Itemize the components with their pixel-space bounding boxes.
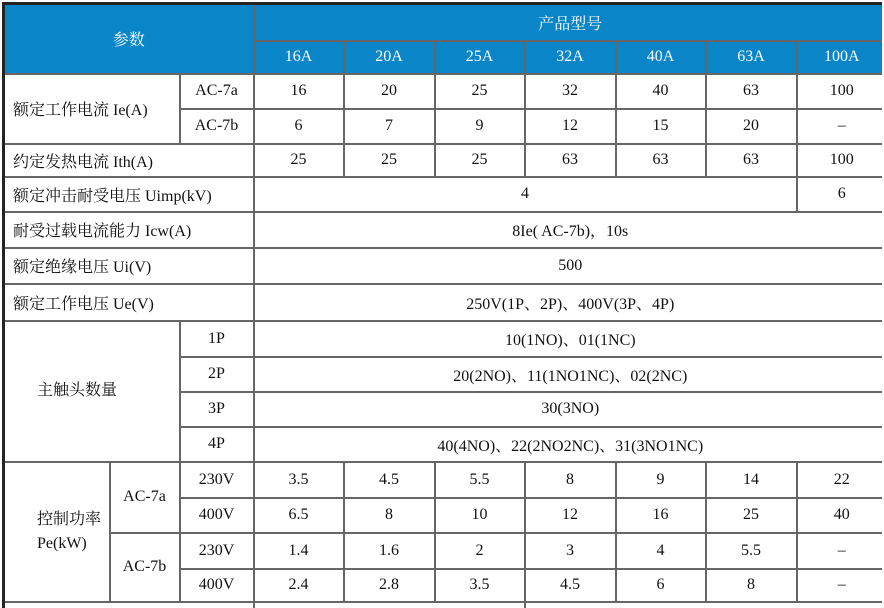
value-cell: 25 bbox=[254, 144, 344, 177]
value-cell: 6 bbox=[254, 109, 344, 144]
value-cell: 22 bbox=[797, 462, 882, 498]
value-cell: – bbox=[797, 569, 882, 602]
model-column-header: 16A bbox=[254, 41, 344, 74]
sub-label-3p: 3P bbox=[180, 392, 254, 427]
sub-label-ac7b: AC-7b bbox=[180, 109, 254, 144]
value-cell: 9 bbox=[616, 462, 706, 498]
value-cell: 3 bbox=[525, 533, 616, 569]
value-cell: 25 bbox=[435, 144, 525, 177]
value-cell: 14 bbox=[706, 462, 797, 498]
value-cell: 8 bbox=[525, 462, 616, 498]
value-cell: 2.8 bbox=[344, 569, 435, 602]
table-row-clipped bbox=[4, 602, 883, 608]
value-cell: 15 bbox=[616, 109, 706, 144]
value-cell: 63 bbox=[706, 74, 797, 109]
row-label-insulation-voltage: 额定绝缘电压 Ui(V) bbox=[4, 248, 254, 284]
value-cell: 16 bbox=[254, 74, 344, 109]
value-cell: 6 bbox=[616, 569, 706, 602]
model-column-header: 40A bbox=[616, 41, 706, 74]
model-column-header: 32A bbox=[525, 41, 616, 74]
value-cell: 63 bbox=[706, 144, 797, 177]
value-cell: 32 bbox=[525, 74, 616, 109]
value-cell: 25 bbox=[706, 498, 797, 533]
sub-label-400v: 400V bbox=[180, 498, 254, 533]
value-cell: 4.5 bbox=[344, 462, 435, 498]
value-cell: 25 bbox=[344, 144, 435, 177]
table-row bbox=[4, 74, 883, 109]
table-row bbox=[4, 462, 883, 498]
model-column-header: 100A bbox=[797, 41, 882, 74]
value-cell: 9 bbox=[435, 109, 525, 144]
value-cell-merged: 8Ie( AC-7b)，10s bbox=[254, 212, 882, 248]
value-cell: 1.6 bbox=[344, 533, 435, 569]
value-cell: 7 bbox=[344, 109, 435, 144]
value-cell: 16 bbox=[616, 498, 706, 533]
value-cell-merged: 250V(1P、2P)、400V(3P、4P) bbox=[254, 284, 882, 321]
model-column-header: 63A bbox=[706, 41, 797, 74]
value-cell: 8 bbox=[706, 569, 797, 602]
row-label-rated-working-current: 额定工作电流 Ie(A) bbox=[4, 74, 180, 144]
value-cell-merged: 40(4NO)、22(2NO2NC)、31(3NO1NC) bbox=[254, 427, 882, 462]
table-row bbox=[4, 321, 883, 357]
value-cell: 40 bbox=[616, 74, 706, 109]
value-cell: 10 bbox=[435, 498, 525, 533]
value-cell: 100 bbox=[797, 144, 882, 177]
row-label-control-power: 控制功率 Pe(kW) bbox=[4, 462, 110, 602]
value-cell-merged: 4 bbox=[254, 177, 797, 212]
sub-label-400v: 400V bbox=[180, 569, 254, 602]
value-cell-merged: 10(1NO)、01(1NC) bbox=[254, 321, 882, 357]
value-cell: 5.5 bbox=[435, 462, 525, 498]
sub-label-230v: 230V bbox=[180, 533, 254, 569]
value-cell: – bbox=[797, 533, 882, 569]
table-row bbox=[4, 4, 883, 41]
value-cell: 4.5 bbox=[525, 569, 616, 602]
value-cell-merged: 20(2NO)、11(1NO1NC)、02(2NC) bbox=[254, 357, 882, 392]
spec-table bbox=[2, 2, 882, 608]
product-model-header-cell: 产品型号 bbox=[254, 4, 882, 41]
clipped-cell bbox=[4, 602, 254, 608]
table-row bbox=[4, 144, 883, 177]
value-cell: 6.5 bbox=[254, 498, 344, 533]
sub-label-2p: 2P bbox=[180, 357, 254, 392]
value-cell: 63 bbox=[616, 144, 706, 177]
value-cell: 2.4 bbox=[254, 569, 344, 602]
value-cell: – bbox=[797, 109, 882, 144]
param-header-cell: 参数 bbox=[4, 4, 254, 74]
value-cell: 100 bbox=[797, 74, 882, 109]
table-row bbox=[4, 248, 883, 284]
clipped-cell bbox=[254, 602, 525, 608]
value-cell-merged: 30(3NO) bbox=[254, 392, 882, 427]
value-cell: 12 bbox=[525, 109, 616, 144]
table-row bbox=[4, 177, 883, 212]
model-column-header: 25A bbox=[435, 41, 525, 74]
sub-label-ac7a: AC-7a bbox=[110, 462, 180, 533]
sub-label-ac7a: AC-7a bbox=[180, 74, 254, 109]
value-cell: 2 bbox=[435, 533, 525, 569]
row-label-thermal-current: 约定发热电流 Ith(A) bbox=[4, 144, 254, 177]
sub-label-1p: 1P bbox=[180, 321, 254, 357]
table-row bbox=[4, 284, 883, 321]
value-cell: 4 bbox=[616, 533, 706, 569]
clipped-cell bbox=[525, 602, 882, 608]
row-label-main-contacts: 主触头数量 bbox=[4, 321, 180, 462]
row-label-impulse-voltage: 额定冲击耐受电压 Uimp(kV) bbox=[4, 177, 254, 212]
value-cell: 63 bbox=[525, 144, 616, 177]
sub-label-ac7b: AC-7b bbox=[110, 533, 180, 602]
sub-label-4p: 4P bbox=[180, 427, 254, 462]
value-cell: 3.5 bbox=[435, 569, 525, 602]
value-cell: 12 bbox=[525, 498, 616, 533]
value-cell: 25 bbox=[435, 74, 525, 109]
table-row bbox=[4, 212, 883, 248]
value-cell: 20 bbox=[706, 109, 797, 144]
model-column-header: 20A bbox=[344, 41, 435, 74]
value-cell: 3.5 bbox=[254, 462, 344, 498]
table-row bbox=[4, 533, 883, 569]
row-label-overload-capability: 耐受过载电流能力 Icw(A) bbox=[4, 212, 254, 248]
value-cell: 40 bbox=[797, 498, 882, 533]
value-cell: 8 bbox=[344, 498, 435, 533]
value-cell: 1.4 bbox=[254, 533, 344, 569]
value-cell-merged: 500 bbox=[254, 248, 882, 284]
value-cell: 20 bbox=[344, 74, 435, 109]
value-cell: 6 bbox=[797, 177, 882, 212]
value-cell: 5.5 bbox=[706, 533, 797, 569]
row-label-working-voltage: 额定工作电压 Ue(V) bbox=[4, 284, 254, 321]
sub-label-230v: 230V bbox=[180, 462, 254, 498]
spec-table-frame bbox=[2, 2, 882, 608]
